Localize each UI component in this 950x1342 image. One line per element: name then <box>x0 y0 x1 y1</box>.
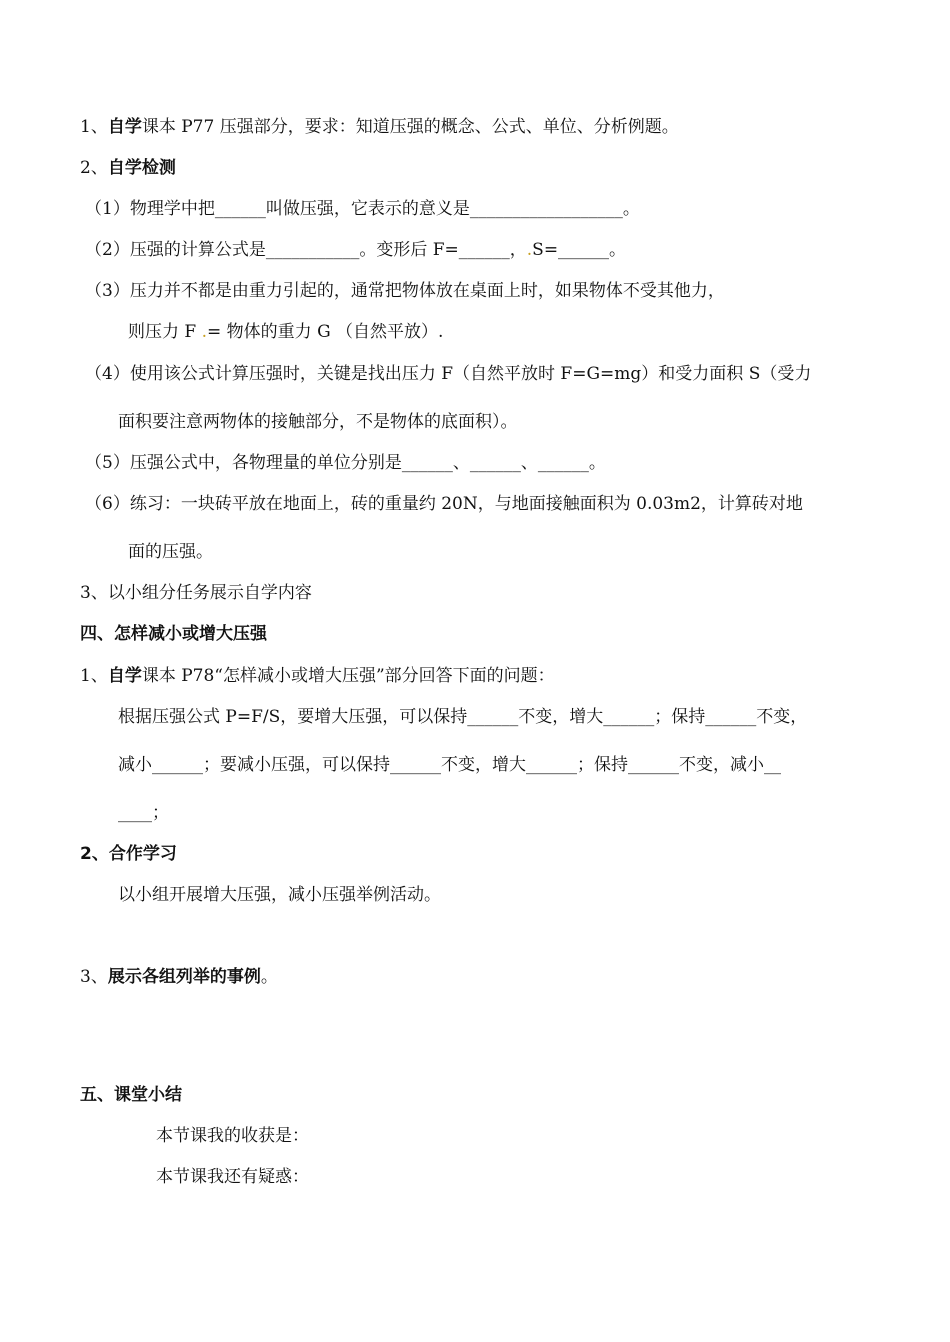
display-examples-line <box>80 966 278 988</box>
section-4-heading: 四、怎样减小或增大压强 <box>80 624 267 644</box>
sentence-end: 。 <box>260 967 278 987</box>
question-6-line-2: 面的压强。 <box>128 542 213 562</box>
question-3-text-end: = 物体的重力 G （自然平放）. <box>207 322 444 342</box>
summary-doubt-line: 本节课我还有疑惑： <box>156 1167 309 1187</box>
item-number: 2、 <box>80 158 108 178</box>
self-study-label: 自学 <box>107 117 142 137</box>
self-study-label: 自学 <box>107 666 142 686</box>
question-1: （1）物理学中把______叫做压强，它表示的意义是__________________。 <box>85 199 640 219</box>
question-3-line-2 <box>128 321 443 343</box>
section-4-self-study-line <box>80 665 555 687</box>
question-3-text: 则压力 F <box>128 322 202 342</box>
instruction-text: 课本 P78“怎样减小或增大压强”部分回答下面的问题： <box>141 666 555 686</box>
pressure-formula-line-2: 减小______；要减小压强，可以保持______不变，增大______；保持______不变，减小__ <box>118 755 781 775</box>
item-number: 1、 <box>80 666 108 686</box>
instruction-text: 课本 P77 压强部分，要求：知道压强的概念、公式、单位、分析例题。 <box>141 117 679 137</box>
cooperative-learning-heading: 2、合作学习 <box>80 844 177 864</box>
question-3-line-1: （3）压力并不都是由重力引起的，通常把物体放在桌面上时，如果物体不受其他力， <box>85 281 725 301</box>
section-5-heading: 五、课堂小结 <box>80 1085 182 1105</box>
self-check-heading <box>80 157 176 179</box>
cooperative-learning-text: 以小组开展增大压强，减小压强举例活动。 <box>118 885 441 905</box>
question-5: （5）压强公式中，各物理量的单位分别是______、______、______。 <box>85 453 606 473</box>
display-examples-label: 展示各组列举的事例 <box>107 967 261 987</box>
marker-dot: . <box>201 322 208 342</box>
item-number: 3、 <box>80 967 108 987</box>
marker-dot: . <box>526 240 533 260</box>
item-number: 1、 <box>80 117 108 137</box>
question-4-line-2: 面积要注意两物体的接触部分，不是物体的底面积）。 <box>118 412 518 432</box>
question-2-text: （2）压强的计算公式是___________。变形后 F=______， <box>85 240 527 260</box>
pressure-formula-line-1: 根据压强公式 P=F/S，要增大压强，可以保持______不变，增大______；保持______不变， <box>118 707 808 727</box>
group-display-line: 3、以小组分任务展示自学内容 <box>80 583 312 603</box>
self-check-label: 自学检测 <box>107 158 176 178</box>
pressure-formula-line-3: ____； <box>118 803 169 823</box>
self-study-instruction-line <box>80 116 679 138</box>
question-2 <box>85 239 626 261</box>
question-6-line-1: （6）练习：一块砖平放在地面上，砖的重量约 20N，与地面接触面积为 0.03m2，计算砖对地 <box>85 494 803 514</box>
summary-gain-line: 本节课我的收获是： <box>156 1126 309 1146</box>
question-2-text-end: S=______。 <box>532 240 627 260</box>
question-4-line-1: （4）使用该公式计算压强时，关键是找出压力 F（自然平放时 F=G=mg）和受力面积 S（受力 <box>85 364 812 384</box>
